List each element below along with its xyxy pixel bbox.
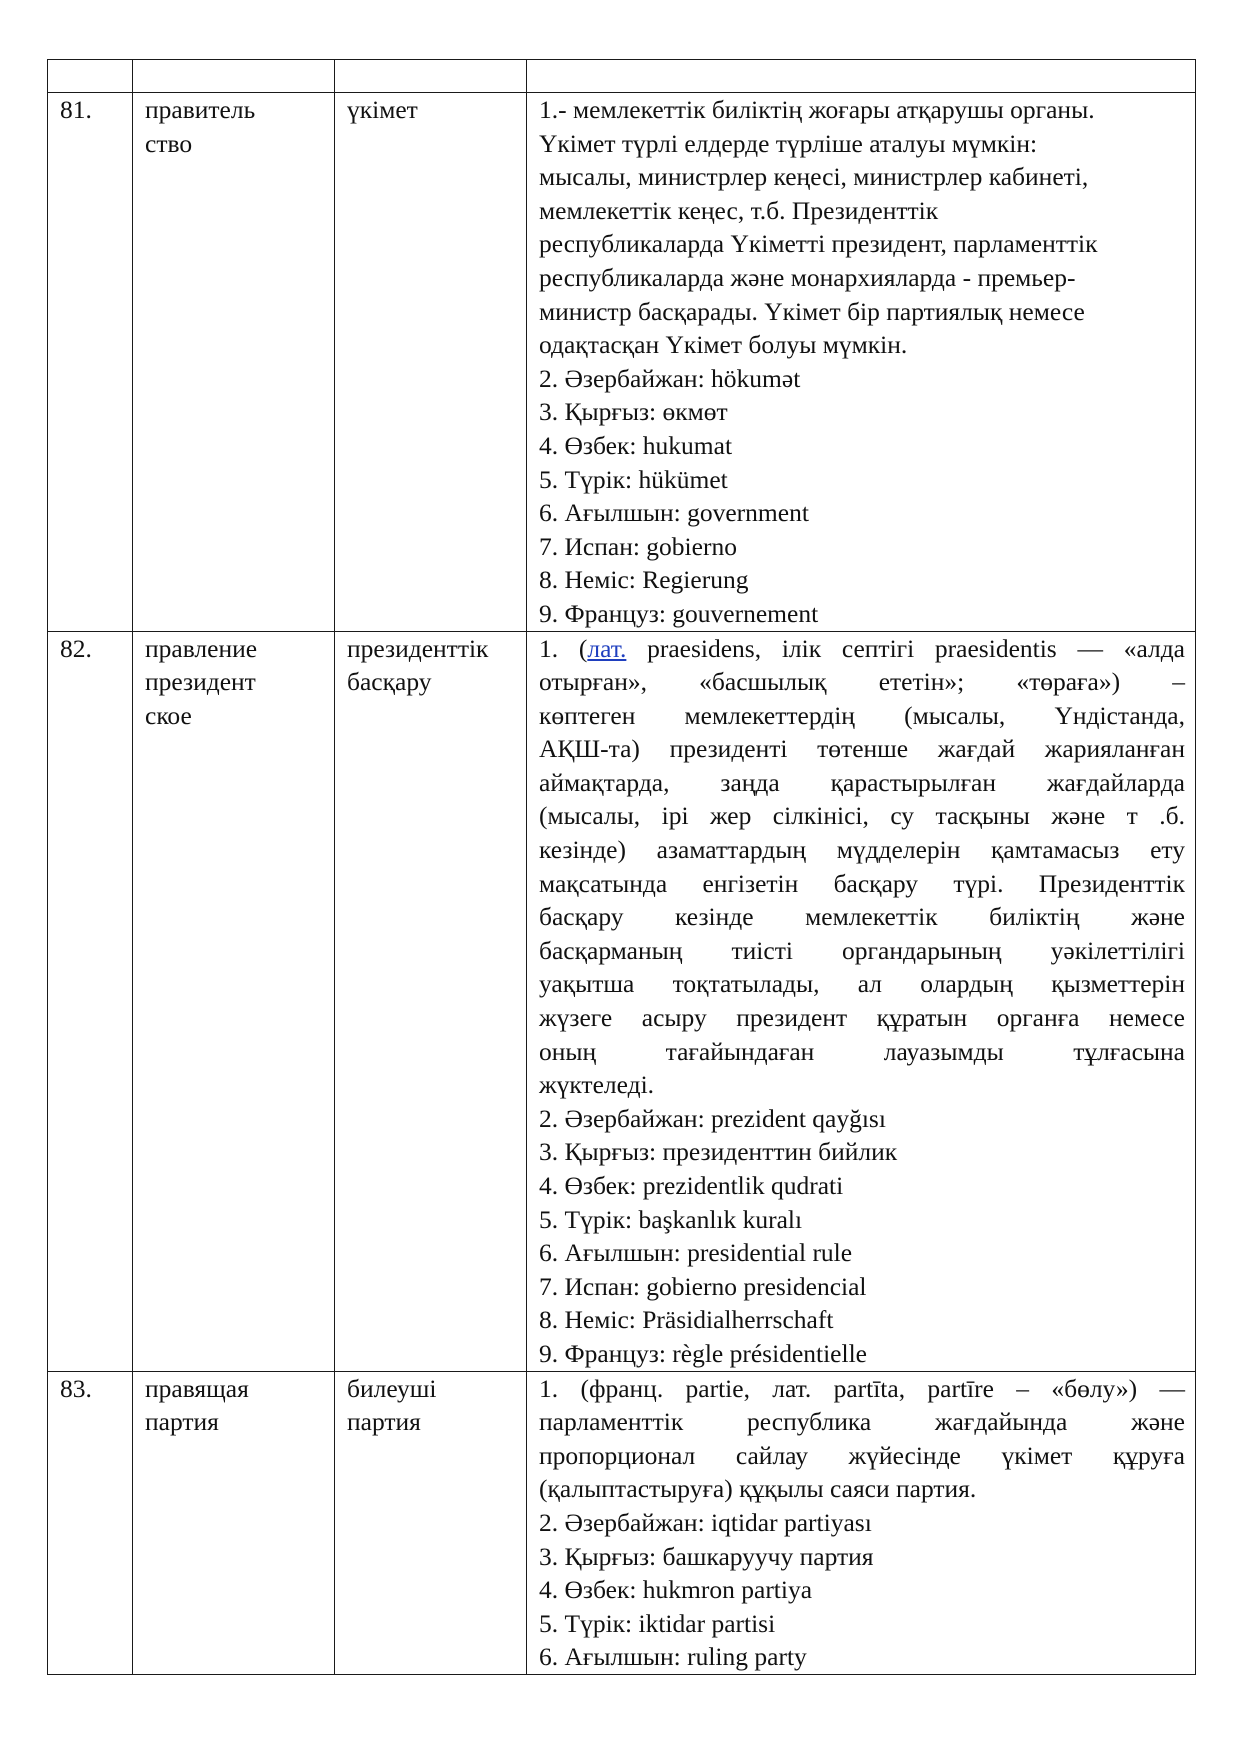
translation-line: 6. Ағылшын: ruling party [539, 1642, 807, 1672]
definition-line: мемлекеттік кеңес, т.б. Президенттік [539, 195, 939, 225]
definition-line: (қалыптастыруға) құқылы саяси партия. [539, 1474, 977, 1504]
kazakh-term [335, 93, 527, 632]
header-cell-russian [133, 60, 335, 93]
definition-line [539, 632, 1185, 666]
definition-cell [527, 1371, 1196, 1674]
translation-line: 8. Неміс: Regierung [539, 565, 749, 595]
russian-term [133, 631, 335, 1371]
translation-line: 5. Түрік: iktidar partisi [539, 1608, 776, 1638]
translation-line: 5. Түрік: hükümet [539, 464, 728, 494]
russian-term-line: ство [145, 128, 193, 158]
definition-line: уақытша тоқтатылады, ал олардың қызметтерін [539, 969, 1185, 999]
table-row [48, 631, 1196, 1371]
kazakh-term [335, 631, 527, 1371]
translation-line: 4. Өзбек: hukumat [539, 430, 733, 460]
kazakh-term-line: президенттік [347, 633, 489, 663]
kazakh-term-line: партия [347, 1407, 421, 1437]
translation-line: 5. Түрік: başkanlık kuralı [539, 1204, 803, 1234]
latin-link[interactable]: лат. [587, 633, 627, 663]
definition-line: жүзеге асыру президент құратын органға немесе [539, 1003, 1185, 1033]
table-row [48, 1371, 1196, 1674]
kazakh-term [335, 1371, 527, 1674]
header-cell-definition [527, 60, 1196, 93]
definition-line: жүктеледі. [539, 1070, 655, 1100]
table-header-row [48, 60, 1196, 93]
translation-line: 3. Қырғыз: президенттин бийлик [539, 1137, 898, 1167]
translation-line: 8. Неміс: Präsidialherrschaft [539, 1305, 834, 1335]
russian-term [133, 1371, 335, 1674]
translation-line: 9. Француз: règle présidentielle [539, 1338, 867, 1368]
definition-line: мақсатында енгізетін басқару түрі. Президенттік [539, 868, 1185, 898]
definition-line: кезінде) азаматтардың мүдделерін қамтамасыз ету [539, 835, 1185, 865]
definition-line: министр басқарады. Үкімет бір партиялық немесе [539, 296, 1085, 326]
russian-term-line: правитель [145, 95, 256, 124]
definition-cell [527, 93, 1196, 632]
glossary-table [47, 59, 1196, 1675]
russian-term-line: ское [145, 700, 192, 730]
definition-line: 1.- мемлекеттік биліктің жоғары атқарушы органы. [539, 95, 1095, 124]
kazakh-term-line: билеуші [347, 1373, 437, 1403]
translation-line: 6. Ағылшын: presidential rule [539, 1238, 853, 1268]
definition-line: 1. (франц. partie, лат. partīta, partīre – «бөлу») — [539, 1373, 1185, 1403]
definition-line: республикаларда және монархияларда - премьер- [539, 262, 1076, 292]
translation-line: 2. Әзербайжан: hökumət [539, 363, 801, 393]
table-row [48, 93, 1196, 632]
term-number: 82. [48, 631, 133, 1371]
kazakh-term-line: басқару [347, 667, 432, 697]
definition-line: көптеген мемлекеттердің (мысалы, Үндістанда, [539, 700, 1185, 730]
definition-line: оның тағайындаған лауазымды тұлғасына [539, 1036, 1185, 1066]
russian-term-line: правящая [145, 1373, 249, 1403]
definition-line: аймақтарда, заңда қарастырылған жағдайларда [539, 767, 1185, 797]
kazakh-term-line: үкімет [347, 95, 418, 124]
definition-line: мысалы, министрлер кеңесі, министрлер кабинеті, [539, 162, 1089, 192]
definition-line: парламенттік республика жағдайында және [539, 1407, 1185, 1437]
russian-term-line: президент [145, 667, 256, 697]
definition-cell [527, 631, 1196, 1371]
definition-prefix: 1. ( [539, 633, 588, 663]
russian-term-line: правление [145, 633, 258, 663]
translation-line: 4. Өзбек: prezidentlik qudrati [539, 1171, 844, 1200]
translation-line: 9. Француз: gouvernement [539, 598, 819, 628]
definition-line: Үкімет түрлі елдерде түрліше аталуы мүмкін: [539, 128, 1038, 158]
definition-line: басқару кезінде мемлекеттік биліктің және [539, 902, 1185, 932]
translation-line: 7. Испан: gobierno [539, 531, 737, 561]
translation-line: 3. Қырғыз: өкмөт [539, 397, 728, 427]
russian-term [133, 93, 335, 632]
definition-line: басқарманың тиісті органдарының уәкілеттілігі [539, 935, 1185, 965]
russian-term-line: партия [145, 1407, 219, 1437]
definition-first-rest: praesidens, ілік септігі praesidentis — «алда [626, 633, 1185, 663]
translation-line: 2. Әзербайжан: iqtidar partiyası [539, 1507, 872, 1537]
definition-line: пропорционал сайлау жүйесінде үкімет құруға [539, 1440, 1185, 1470]
header-cell-kazakh [335, 60, 527, 93]
translation-line: 2. Әзербайжан: prezident qayğısı [539, 1103, 886, 1133]
term-number: 83. [48, 1371, 133, 1674]
header-cell-number [48, 60, 133, 93]
definition-line: отырған», «басшылық ететін»; «төраға») – [539, 667, 1185, 697]
definition-line: одақтасқан Үкімет болуы мүмкін. [539, 330, 908, 360]
translation-line: 4. Өзбек: hukmron partiya [539, 1575, 813, 1605]
definition-line: АҚШ-та) президенті төтенше жағдай жарияланған [539, 734, 1185, 764]
translation-line: 3. Қырғыз: башкаруучу партия [539, 1541, 874, 1571]
term-number: 81. [48, 93, 133, 632]
definition-line: (мысалы, ірі жер сілкінісі, су тасқыны және т .б. [539, 801, 1185, 831]
translation-line: 6. Ағылшын: government [539, 498, 809, 528]
definition-line: республикаларда Үкіметті президент, парламенттік [539, 229, 1098, 259]
translation-line: 7. Испан: gobierno presidencial [539, 1271, 867, 1301]
